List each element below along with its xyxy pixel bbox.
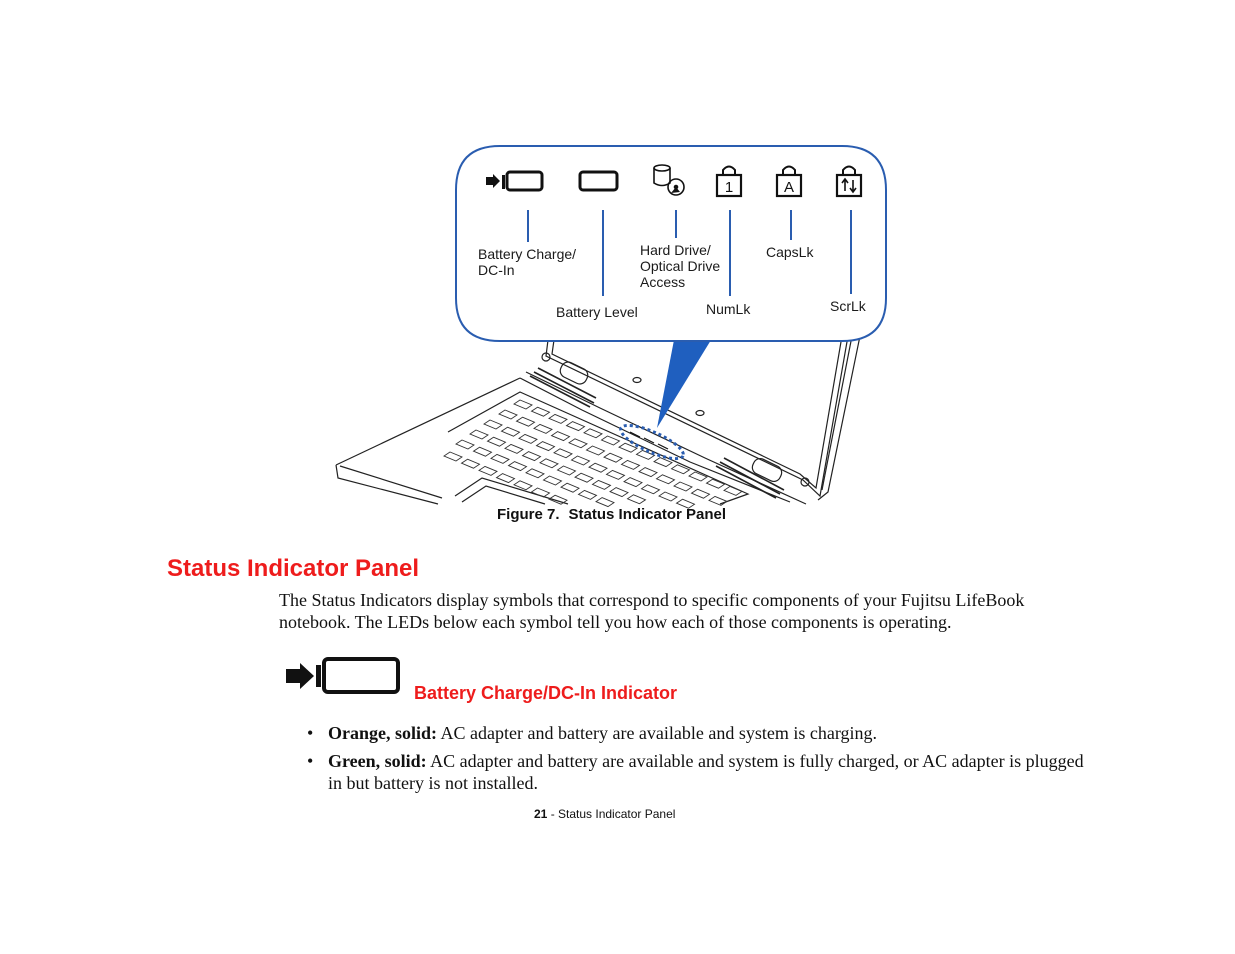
page-footer: [534, 807, 675, 821]
keyboard-key: [584, 429, 602, 438]
page-footer-title: - Status Indicator Panel: [547, 807, 676, 821]
battery-charge-dc-in-large-icon: [284, 656, 402, 696]
keyboard-key: [558, 466, 576, 475]
label-battery-charge-dc-in: [478, 246, 576, 278]
keyboard-key: [642, 485, 660, 494]
svg-text:1: 1: [724, 179, 734, 196]
keyboard-key: [526, 469, 544, 478]
keyboard-key: [709, 496, 727, 505]
label-line: DC-In: [478, 262, 515, 278]
keyboard-key: [610, 488, 628, 497]
keyboard-key: [534, 424, 552, 433]
keyboard-key: [544, 476, 562, 485]
keyboard-key: [502, 427, 520, 436]
bullet-icon: •: [307, 751, 314, 771]
keyboard-key: [519, 434, 537, 443]
laptop-illustration: [336, 336, 860, 504]
state-description: AC adapter and battery are available and system is fully charged, or AC adapter is plugged in but battery is not installed.: [328, 751, 1084, 793]
keyboard-key: [569, 439, 587, 448]
section-title: Status Indicator Panel: [167, 555, 420, 582]
label-capslk: CapsLk: [766, 244, 814, 260]
figure-caption-text: Status Indicator Panel: [568, 506, 727, 523]
keyboard-key: [607, 470, 625, 479]
keyboard-key: [692, 489, 710, 498]
keyboard-key: [479, 466, 497, 475]
keyboard-key: [567, 422, 585, 431]
keyboard-key: [579, 490, 597, 499]
keyboard-key: [532, 407, 550, 416]
keyboard-key: [499, 410, 517, 419]
keyboard-key: [491, 454, 509, 463]
keyboard-key: [517, 417, 535, 426]
keyboard-key: [659, 492, 677, 501]
section-paragraph: The Status Indicators display symbols that correspond to specific components of your Fujitsu LifeBook notebook. The LEDs below each symbol tell you how each of those components is operating.: [279, 590, 1025, 632]
label-battery-level: Battery Level: [556, 304, 638, 320]
keyboard-key: [622, 460, 640, 469]
keyboard-key: [484, 420, 502, 429]
keyboard-key: [628, 495, 646, 504]
keyboard-key: [689, 472, 707, 481]
keyboard-key: [532, 488, 550, 497]
keyboard-key: [514, 400, 532, 409]
keyboard-key: [462, 459, 480, 468]
list-item: [307, 722, 1087, 744]
list-item: [307, 750, 1087, 794]
keyboard-key: [639, 468, 657, 477]
label-line: Battery Charge/: [478, 246, 577, 262]
state-description: AC adapter and battery are available and system is charging.: [437, 723, 878, 743]
keyboard-key: [561, 483, 579, 492]
keyboard-key: [572, 456, 590, 465]
keyboard-key: [537, 442, 555, 451]
keyboard-key: [474, 447, 492, 456]
label-numlk: NumLk: [706, 301, 751, 317]
keyboard-key: [587, 446, 605, 455]
keyboard-key: [505, 444, 523, 453]
keyboard-key: [724, 486, 742, 495]
keyboard-key: [624, 478, 642, 487]
indicator-states-list: [307, 722, 1087, 800]
state-term: Orange, solid:: [328, 723, 438, 743]
label-line: Optical Drive: [640, 258, 721, 274]
keyboard-key: [637, 450, 655, 459]
figure-number: Figure 7.: [497, 506, 560, 523]
keyboard-key: [509, 462, 527, 471]
keyboard-key: [523, 452, 541, 461]
page-number: 21: [534, 807, 548, 821]
keyboard-key: [444, 452, 462, 461]
keyboard-key: [602, 436, 620, 445]
subsection-title: Battery Charge/DC-In Indicator: [414, 683, 678, 703]
keyboard-key: [549, 414, 567, 423]
label-line: Access: [640, 274, 686, 290]
keyboard-key: [707, 479, 725, 488]
figure-caption: [497, 506, 726, 523]
bullet-icon: •: [307, 723, 314, 743]
keyboard-key: [589, 463, 607, 472]
keyboard-key: [540, 459, 558, 468]
label-hard-drive-optical-drive-access: [640, 242, 720, 290]
keyboard-key: [552, 432, 570, 441]
keyboard-key: [593, 480, 611, 489]
label-scrlk: ScrLk: [830, 298, 866, 314]
keyboard-key: [456, 440, 474, 449]
keyboard-key: [554, 449, 572, 458]
keyboard-key: [497, 474, 515, 483]
svg-text:A: A: [783, 179, 795, 196]
keyboard-key: [488, 437, 506, 446]
keyboard-key: [604, 453, 622, 462]
label-line: Hard Drive/: [640, 242, 711, 258]
keyboard-key: [619, 443, 637, 452]
keyboard-key: [575, 473, 593, 482]
state-term: Green, solid:: [328, 751, 427, 771]
keyboard-key: [657, 475, 675, 484]
keyboard-key: [470, 430, 488, 439]
keyboard-key: [674, 482, 692, 491]
